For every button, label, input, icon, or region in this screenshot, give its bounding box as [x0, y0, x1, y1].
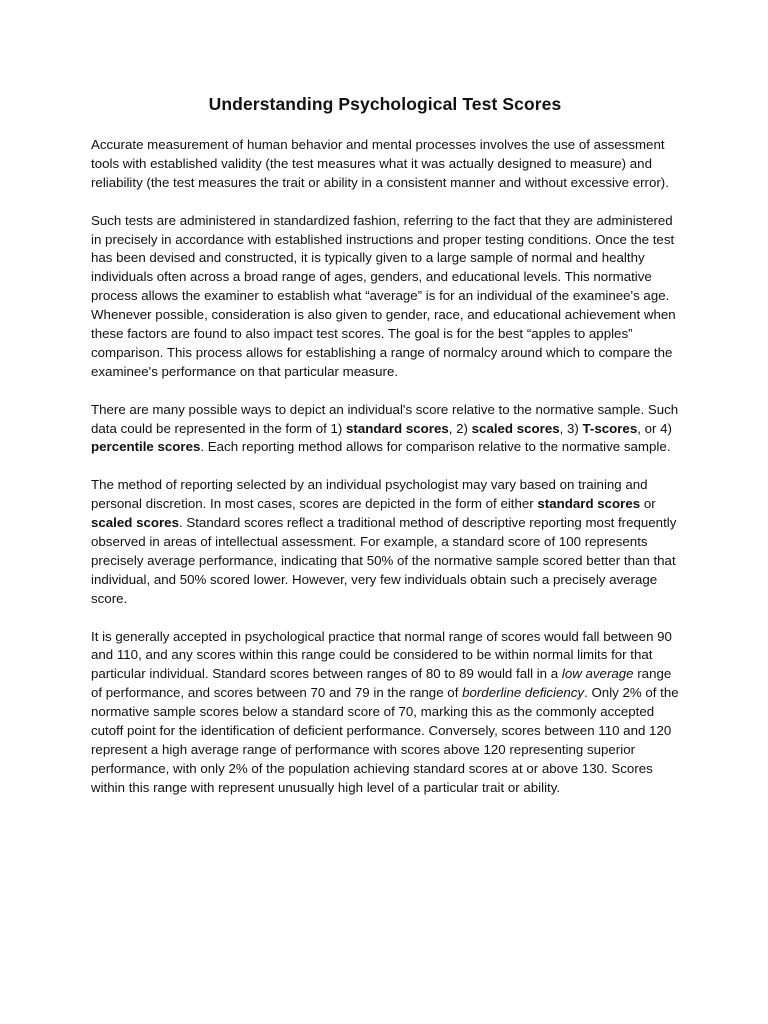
paragraph-5-text-2: range of performance, and scores between 70 and 79 in the range of	[91, 666, 672, 701]
paragraph-5	[91, 628, 679, 798]
term-scaled-scores: scaled scores	[471, 420, 560, 436]
paragraph-4-text-3: . Standard scores reflect a traditional method of descriptive reporting most frequently observed in areas of intellectual assessment. For example, a standard score of 100 represents precisely average performance, indicating that 50% of the normative sample scored better than that individual, and 50% scored lower. However, very few individuals obtain such a precisely average score.	[91, 515, 677, 606]
term-scaled-scores: scaled scores	[91, 515, 179, 531]
document-content	[91, 92, 679, 817]
paragraph-2: Such tests are administered in standardized fashion, referring to the fact that they are administered in precisely in accordance with established instructions and proper testing conditions. Once the test has been devised and constructed, it is typically given to a large sample of normal and healthy individuals often across a broad range of ages, genders, and educational levels. This normative process allows the examiner to establish what “average” is for an individual of the examinee's age. Whenever possible, consideration is also given to gender, race, and educational achievement when these factors are found to also impact test scores. The goal is for the best “apples to apples” comparison. This process allows for establishing a range of normalcy around which to compare the examinee's performance on that particular measure.	[91, 212, 676, 379]
paragraph-5-text-3: . Only 2% of the normative sample scores below a standard score of 70, marking this as the commonly accepted cutoff point for the identification of deficient performance. Conversely, scores between 110 and 120 represent a high average range of performance with scores above 120 representing superior performance, with only 2% of the population achieving standard scores at or above 130. Scores within this range with represent unusually high level of a particular trait or ability.	[91, 685, 679, 795]
term-borderline-deficiency: borderline deficiency	[462, 685, 585, 701]
paragraph-3	[91, 401, 679, 458]
document-title: Understanding Psychological Test Scores	[208, 94, 562, 114]
paragraph-3-text-2: , 2)	[448, 420, 472, 436]
paragraph-3-text-5: . Each reporting method allows for comparison relative to the normative sample.	[200, 439, 671, 455]
paragraph-3-text-1: There are many possible ways to depict an individual's score relative to the normative sample. Such data could be represented in the form of 1)	[91, 401, 679, 436]
term-percentile-scores: percentile scores	[91, 439, 201, 455]
paragraph-4-text-1: The method of reporting selected by an individual psychologist may vary based on training and personal discretion. In most cases, scores are depicted in the form of either	[91, 477, 648, 512]
paragraph-4-text-2: or	[640, 496, 656, 512]
term-standard-scores: standard scores	[537, 496, 641, 512]
paragraph-3-text-3: , 3)	[559, 420, 583, 436]
paragraph-4	[91, 476, 679, 608]
term-low-average: low average	[561, 666, 634, 682]
paragraph-5-text-1: It is generally accepted in psychological practice that normal range of scores would fall between 90 and 110, and any scores within this range could be considered to be within normal limits for that particular individual. Standard scores between ranges of 80 to 89 would fall in a	[91, 628, 672, 682]
term-t-scores: T-scores	[582, 420, 638, 436]
paragraph-1: Accurate measurement of human behavior and mental processes involves the use of assessment tools with established validity (the test measures what it was actually designed to measure) and reliability (the test measures the trait or ability in a consistent manner and without excessive error).	[91, 137, 669, 190]
paragraph-3-text-4: , or 4)	[637, 420, 672, 436]
term-standard-scores: standard scores	[346, 420, 449, 436]
